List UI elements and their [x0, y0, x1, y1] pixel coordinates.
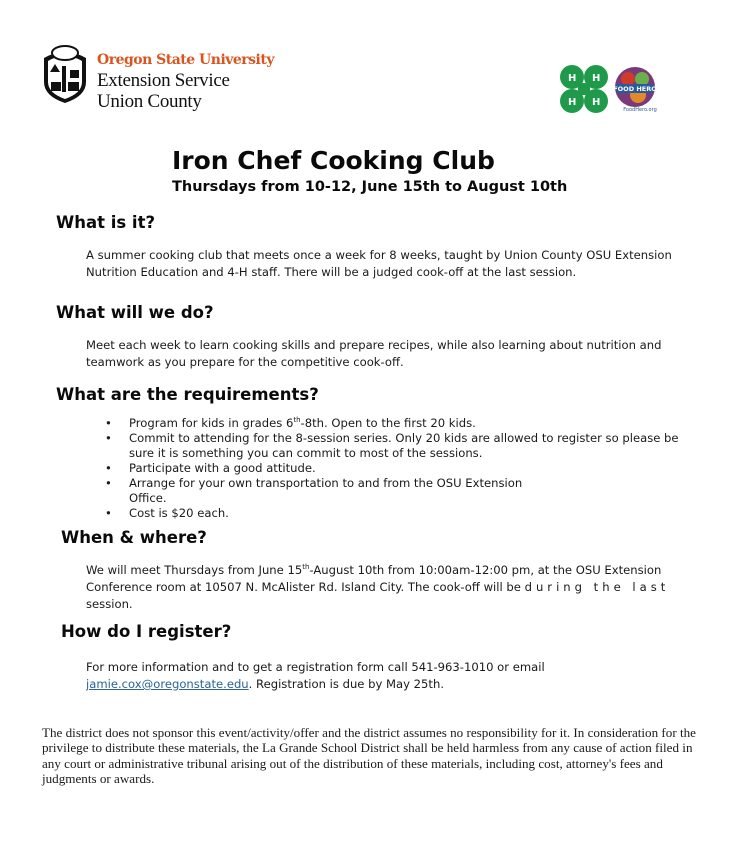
county-label: Union County: [97, 91, 202, 112]
heading-register: How do I register?: [61, 622, 232, 641]
requirements-list: [105, 416, 695, 521]
svg-text:H: H: [592, 97, 601, 108]
page-subtitle: Thursdays from 10-12, June 15th to August 10th: [172, 179, 568, 195]
svg-text:H: H: [592, 73, 601, 84]
svg-text:H: H: [568, 73, 577, 84]
university-name: Oregon State University: [97, 52, 274, 68]
list-item: • Cost is $20 each.: [105, 506, 229, 520]
list-item: • Commit to attending for the 8-session series. Only 20 kids are allowed to register so please be sure it is something you can commit to most of the sessions.: [105, 431, 679, 460]
heading-when-where: When & where?: [61, 528, 207, 547]
heading-what-will-we-do: What will we do?: [56, 303, 214, 322]
food-hero-icon: [610, 65, 660, 113]
what-is-it-text: A summer cooking club that meets once a week for 8 weeks, taught by Union County OSU Extension Nutrition Education and 4-H staff. There will be a judged cook-off at the last session.: [86, 248, 672, 279]
svg-text:H: H: [568, 97, 577, 108]
heading-requirements: What are the requirements?: [56, 385, 319, 404]
4h-clover-icon: [558, 63, 610, 115]
when-where-text: We will meet Thursdays from June 15th-August 10th from 10:00am-12:00 pm, at the OSU Extension Conference room at 10507 N. McAlister Rd. Island City. The cook-off will be during the last session.: [86, 563, 670, 611]
oregon-seal-icon: [40, 42, 90, 104]
svg-text:FOOD HERO: FOOD HERO: [613, 85, 657, 93]
disclaimer-text: The district does not sponsor this event/activity/offer and the district assumes no responsibility for it. In consideration for the privilege to distribute these materials, the La Grande School District shall be held harmless from any cause of action filed in any court or administrative tribunal arising out of the distribution of these materials, including cost, attorney's fees and judgments or awards.: [42, 725, 696, 786]
extension-service-label: Extension Service: [97, 70, 230, 91]
list-item: • Arrange for your own transportation to and from the OSU Extension Office.: [105, 476, 523, 505]
email-link[interactable]: jamie.cox@oregonstate.edu: [86, 677, 249, 691]
osu-extension-logo: [40, 42, 274, 112]
list-item: • Program for kids in grades 6th-8th. Open to the first 20 kids.: [105, 416, 476, 430]
register-text: For more information and to get a registration form call 541-963-1010 or email jamie.cox@oregonstate.edu. Registration is due by May 25th.: [86, 660, 545, 691]
page-title: Iron Chef Cooking Club: [172, 146, 495, 175]
partner-logos: [558, 63, 660, 115]
heading-what-is-it: What is it?: [56, 213, 156, 232]
list-item: • Participate with a good attitude.: [105, 461, 316, 475]
svg-text:FoodHero.org: FoodHero.org: [623, 107, 657, 113]
what-will-we-do-text: Meet each week to learn cooking skills and prepare recipes, while also learning about nutrition and teamwork as you prepare for the competitive cook-off.: [86, 338, 662, 369]
